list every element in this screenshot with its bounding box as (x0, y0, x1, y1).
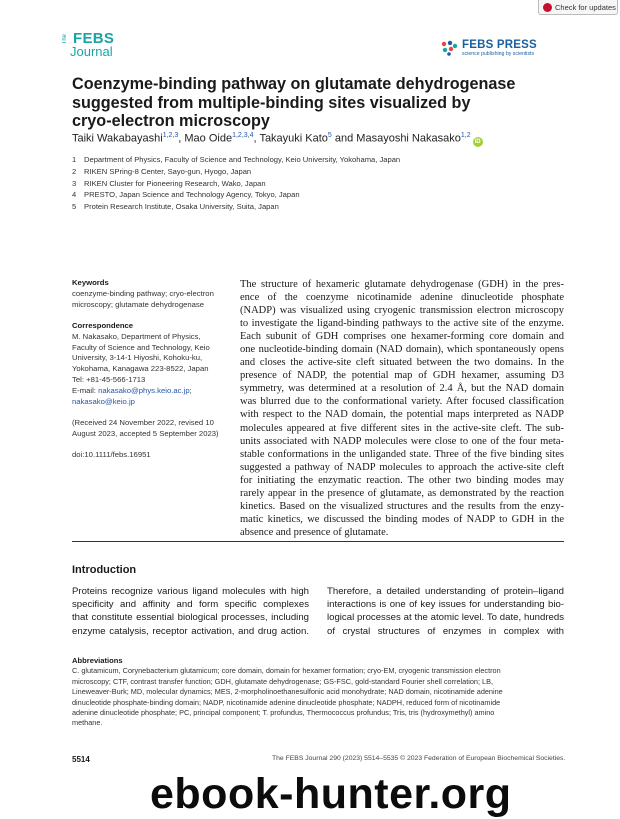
article-title (72, 75, 562, 131)
introduction-line: Therefore, a detailed understanding of protein–ligand (327, 586, 564, 597)
abstract-line: was blurred due to the conformational variety. After focused classification (240, 396, 564, 408)
email-line (72, 386, 230, 397)
abstract-line: Each subunit of GDH comprises one hexamer-forming core domain and (240, 331, 564, 343)
abstract-line: with respect to the NAD domain, the potential maps interpreted as NADP (240, 409, 564, 421)
introduction-line: logical processes at the atomic level. To date, hundreds (327, 612, 564, 624)
correspondence-line: Yokohama, Kanagawa 223-8522, Japan (72, 364, 209, 374)
author-affiliation-ref[interactable]: 1,2 (460, 132, 471, 139)
abstract-line: The structure of hexameric glutamate dehydrogenase (GDH) in the pres- (240, 279, 564, 290)
abbreviations (72, 656, 564, 729)
correspondence-line: Tel: +81-45-566-1713 (72, 375, 146, 385)
abstract-line: absence and presence of glutamate. (240, 526, 389, 538)
introduction-line: specificity and affinity and form specific complexes (72, 599, 309, 611)
abbreviations-line: Lineweaver-Burk; MD, molecular dynamics; MES, 2-morpholinoethanesulfonic acid monohydrate; NAD domain, nicotinamide adenine (72, 687, 503, 697)
email-link[interactable]: nakasako@keio.jp (72, 397, 135, 407)
email-separator: ; (189, 386, 192, 396)
correspondence-heading: Correspondence (72, 320, 134, 330)
introduction-line: that constitute essential biological processes, including (72, 612, 309, 624)
author-name[interactable]: Mao Oide (184, 132, 233, 145)
title-line: cryo-electron microscopy (72, 112, 270, 130)
author-separator: , (253, 132, 260, 145)
febs-press-tagline: science publishing by scientists (462, 51, 535, 57)
author-name[interactable]: Takayuki Kato (259, 132, 328, 145)
keywords-line: microscopy; glutamate dehydrogenase (72, 299, 205, 309)
abstract-line: units associated with NADP molecules were close to one of the four meta- (240, 435, 564, 447)
abstract-line: suggested a pathway of NADP molecules to approach the active-site cleft (240, 461, 564, 473)
introduction-line: interactions is one of key issues for understanding bio- (327, 599, 564, 611)
affiliation-item (72, 167, 552, 179)
abstract (240, 278, 564, 539)
abbreviations-line: methane. (72, 718, 103, 728)
correspondence-line: Faculty of Science and Technology, Keio (72, 342, 210, 352)
affiliation-list (72, 155, 552, 214)
footer-citation: The FEBS Journal 290 (2023) 5514–5535 © 2023 Federation of European Biochemical Societies. (272, 755, 566, 762)
abstract-line: rarely appear in the presence of glutamate, as demonstrated by the reaction (240, 487, 564, 499)
introduction-left-column (72, 585, 309, 638)
email-link[interactable]: nakasako@phys.keio.ac.jp (98, 386, 190, 396)
affiliation-number: 5 (72, 202, 77, 212)
keywords-line: coenzyme-binding pathway; cryo-electron (72, 288, 214, 298)
author-affiliation-ref[interactable]: 1,2,3,4 (232, 132, 254, 139)
check-for-updates-label: Check for updates (555, 2, 616, 12)
abstract-line: for initiating the enzymatic reaction. The other two binding modes may (240, 474, 564, 486)
introduction-line: of crystal structures of enzymes in complex with (327, 625, 564, 637)
introduction-line: enzyme catalysis, receptor activation, and drug action. (72, 625, 309, 637)
abbreviations-line: dinucleotide phosphate-binding domain; NADP, nicotinamide adenine dinucleotide phosphate; NADPH, reduced form of nicotinamide (72, 697, 501, 707)
correspondence-line: University, 3-14-1 Hiyoshi, Kohoku-ku, (72, 353, 203, 363)
affiliation-text: Department of Physics, Faculty of Science and Technology, Keio University, Yokohama, Japan (84, 155, 401, 164)
title-line: suggested from multiple-binding sites visualized by (72, 93, 471, 112)
abbreviations-line: C. glutamicum, Corynebacterium glutamicum; core domain, domain for hexamer formation; cryo-EM, cryogenic transmission electron (72, 666, 501, 676)
abstract-line: stable conformations in the unliganded state. Three of the five binding sites (240, 448, 564, 460)
check-for-updates-button[interactable] (538, 0, 618, 15)
affiliation-item (72, 155, 552, 167)
author-separator: , (178, 132, 185, 145)
abstract-line: presence of NADP, the potential map of GDH hexamer, assuming D3 (240, 370, 564, 382)
abstract-line: and closes the active-site cleft situated between the two domains. In the (240, 357, 564, 369)
introduction-heading: Introduction (72, 564, 137, 576)
email-prefix: E-mail: (72, 386, 99, 396)
abstract-line: ence of the coenzyme nicotinamide adenine dinucleotide phosphate (240, 292, 564, 304)
affiliation-item (72, 202, 552, 214)
author-affiliation-ref[interactable]: 5 (327, 132, 332, 139)
orcid-icon[interactable]: iD (474, 138, 481, 145)
abstract-line: kinetics. Based on the visualized structures and the results from the enzy- (240, 500, 564, 512)
abstract-line: matic kinetics, we discussed the binding modes of NADP to GDH in the (240, 513, 564, 525)
affiliation-text: PRESTO, Japan Science and Technology Agency, Tokyo, Japan (84, 190, 300, 200)
abstract-line: one nucleotide-binding domain (NAD domain), which spontaneously opens (240, 344, 564, 356)
author-affiliation-ref[interactable]: 1,2,3 (162, 132, 179, 139)
abstract-line: symmetry, was determined at a resolution of 2.4 Å, but the NAD domain (240, 383, 564, 395)
introduction-line: Proteins recognize various ligand molecules with high (72, 586, 309, 597)
abbreviations-line: microscopy; CTF, contrast transfer function; GDH, glutamate dehydrogenase; GS-FSC, gold-standard Fourier shell correlation; LB, (72, 676, 493, 686)
introduction-right-column (327, 585, 564, 638)
affiliation-number: 1 (72, 155, 77, 164)
affiliation-number: 4 (72, 190, 77, 200)
abstract-line: (NADP) was visualized using cryogenic transmission electron microscopy (240, 305, 564, 317)
abstract-line: to investigate the ligand-binding pathways to the active site of the enzyme. (240, 318, 564, 330)
author-separator: and (331, 132, 357, 145)
affiliation-item (72, 190, 552, 202)
section-divider (72, 541, 564, 542)
febs-press-mark-icon (440, 40, 458, 56)
affiliation-item (72, 179, 552, 191)
author-list (72, 132, 572, 147)
author-name[interactable]: Taiki Wakabayashi (72, 132, 163, 145)
journal-logo-febs: FEBS (73, 30, 115, 47)
affiliation-text: RIKEN Cluster for Pioneering Research, Wako, Japan (84, 178, 266, 188)
affiliation-text: RIKEN SPring-8 Center, Sayo-gun, Hyogo, Japan (84, 166, 252, 176)
journal-logo-the: The (62, 34, 68, 45)
keywords-heading: Keywords (72, 278, 109, 287)
abbreviations-heading: Abbreviations (72, 656, 123, 665)
febs-journal-logo (62, 31, 144, 57)
affiliation-text: Protein Research Institute, Osaka University, Suita, Japan (84, 202, 279, 212)
affiliation-number: 2 (72, 166, 77, 176)
doi-link[interactable]: doi:10.1111/febs.16951 (72, 449, 151, 459)
author-name[interactable]: Masayoshi Nakasako (356, 132, 461, 145)
correspondence-line: M. Nakasako, Department of Physics, (72, 331, 201, 341)
journal-logo-journal: Journal (70, 44, 113, 59)
article-metadata (72, 278, 230, 461)
crossmark-icon (543, 3, 552, 12)
affiliation-number: 3 (72, 178, 77, 188)
watermark: ebook-hunter.org (150, 770, 512, 818)
title-line: Coenzyme-binding pathway on glutamate dehydrogenase (72, 75, 516, 93)
febs-press-name: FEBS PRESS (462, 39, 537, 51)
dates-line: (Received 24 November 2022, revised 10 (72, 417, 214, 427)
febs-press-logo (440, 39, 564, 59)
abbreviations-line: adenine dinucleotide phosphate; PC, principal component; T. profundus, Thermococcus profundus; Tris, tris (hydroxymethyl) amino (72, 708, 495, 718)
page-number: 5514 (72, 755, 90, 764)
abstract-line: molecules appeared at five different sites in the active-site cleft. The sub- (240, 422, 564, 434)
dates-line: August 2023, accepted 5 September 2023) (72, 428, 219, 438)
